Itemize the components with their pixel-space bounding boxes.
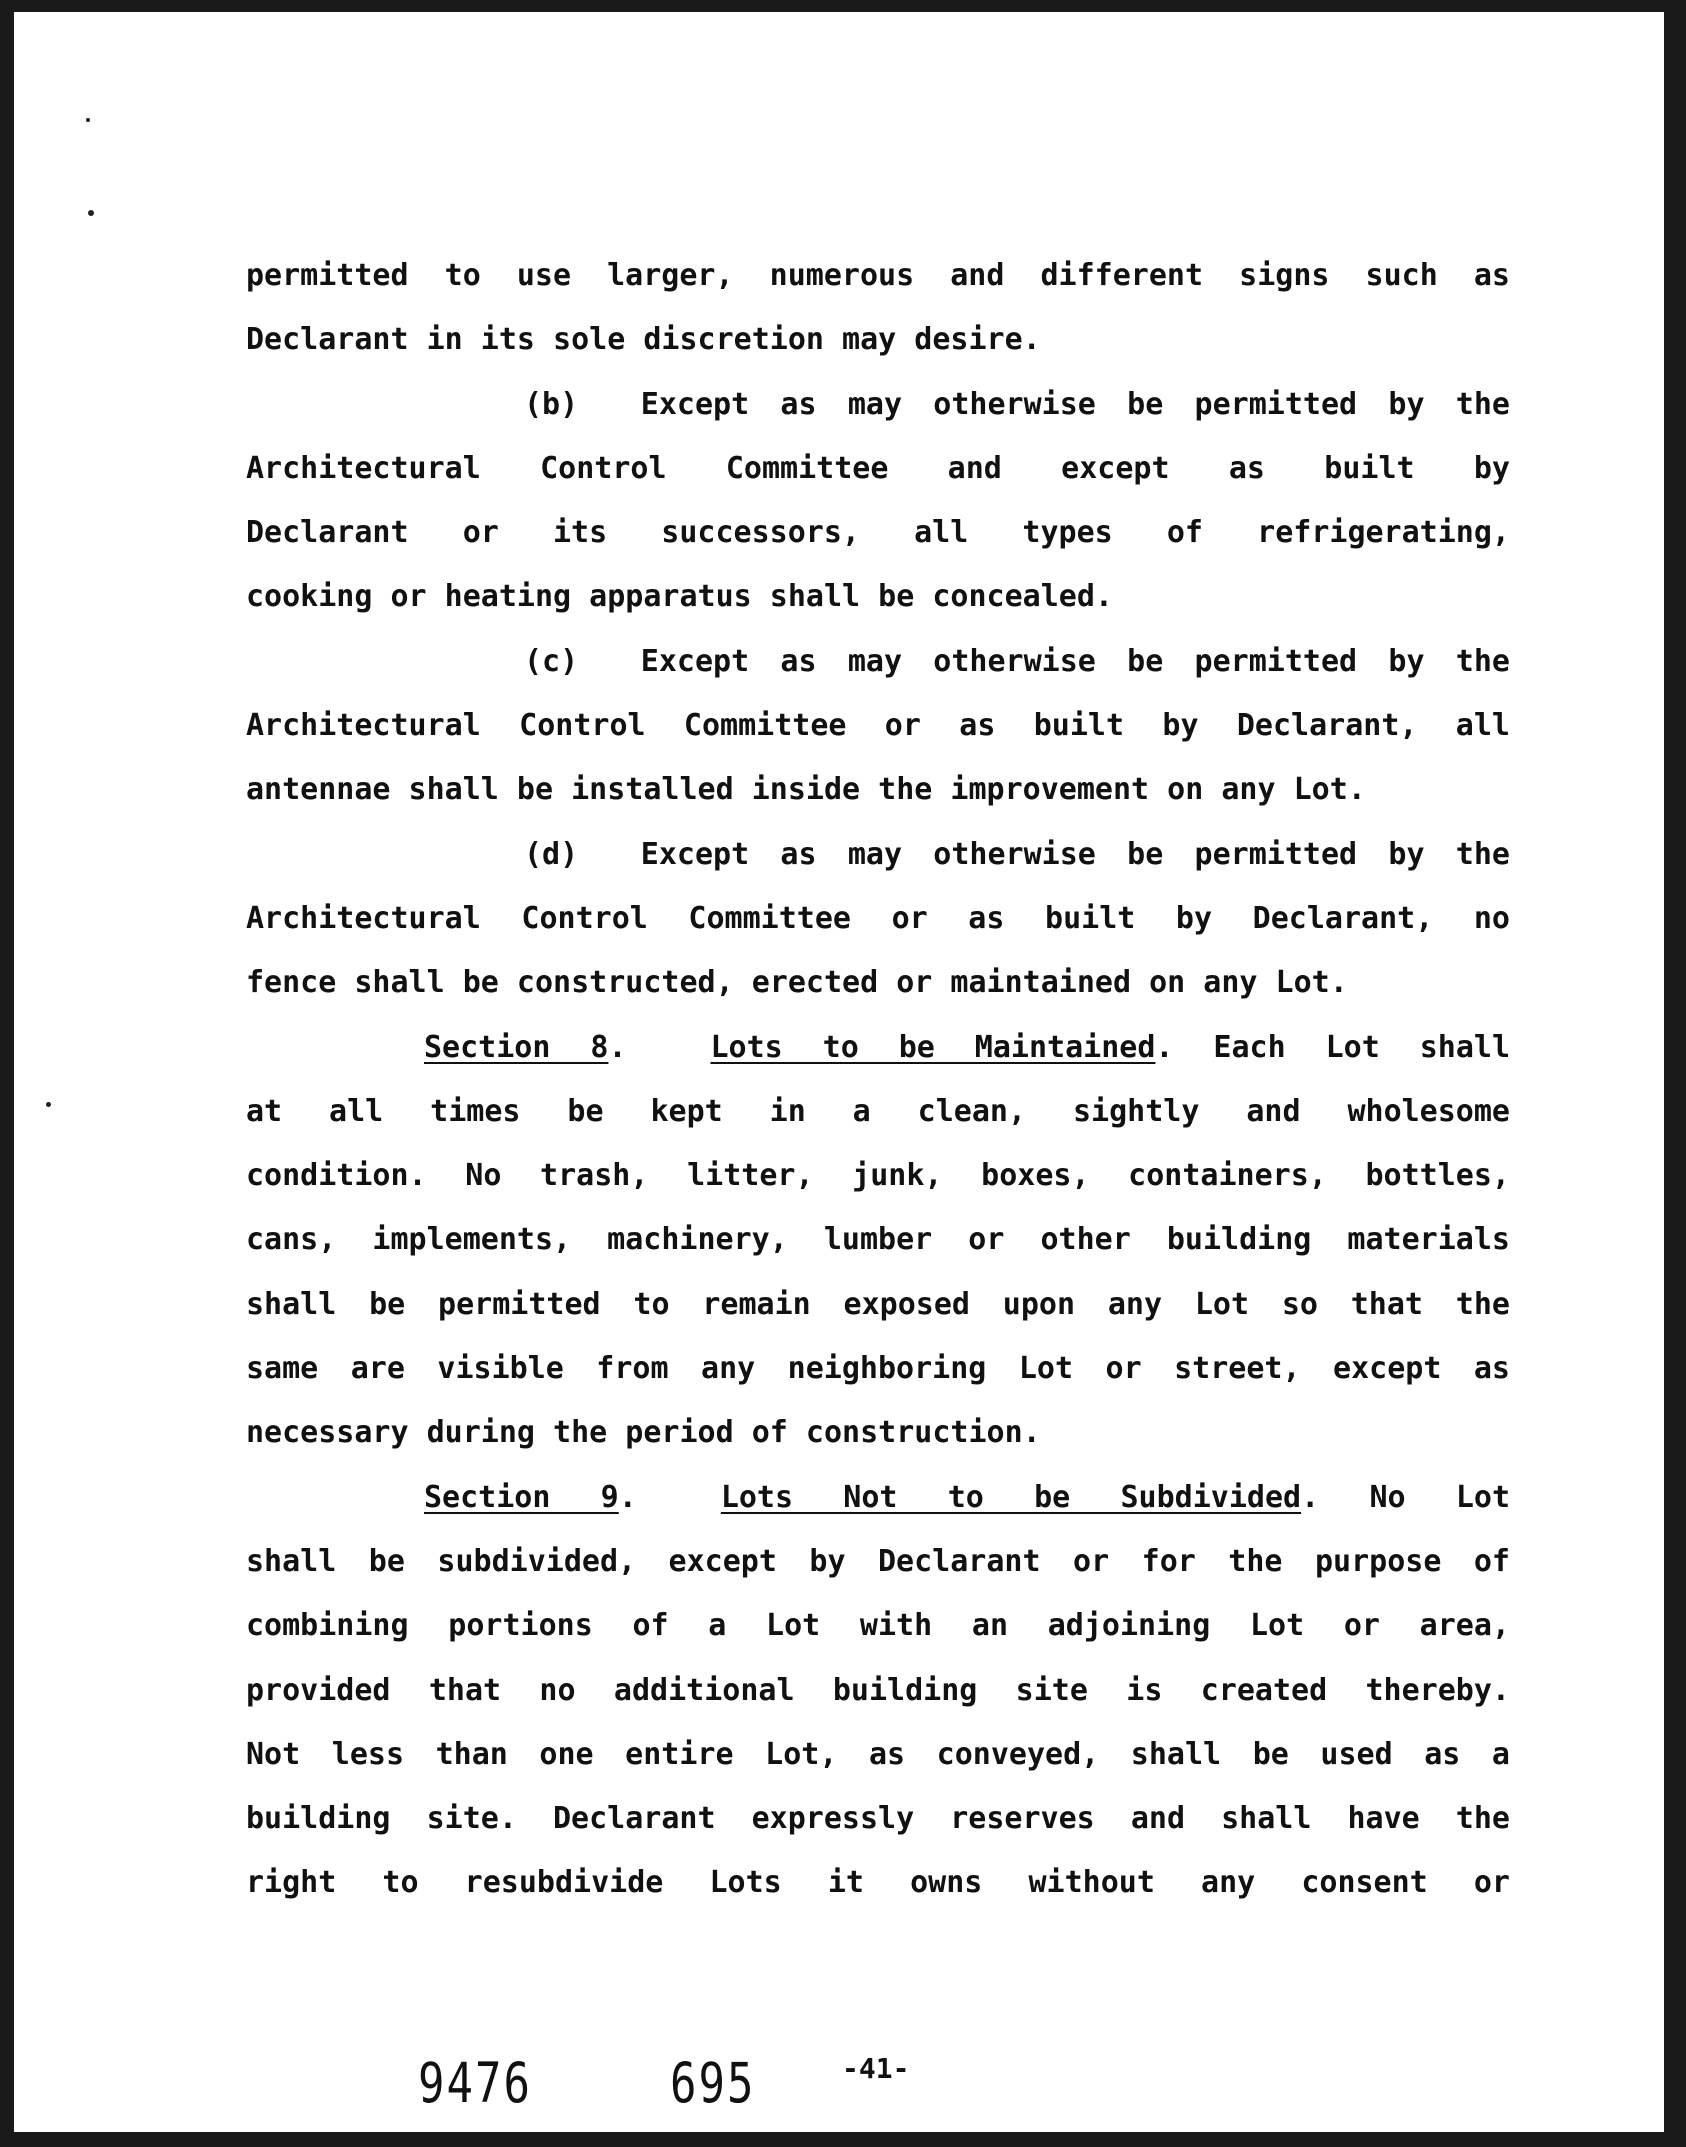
text-line: building site. Declarant expressly reserves and shall have the — [246, 1801, 1510, 1837]
item-marker: (c) — [524, 643, 579, 679]
text-line: antennae shall be installed inside the improvement on any Lot. — [246, 772, 1366, 808]
document-page — [14, 12, 1664, 2132]
item-marker: (b) — [524, 386, 579, 422]
text-line: at all times be kept in a clean, sightly and wholesome — [246, 1093, 1510, 1129]
record-number: 9476 — [418, 2052, 532, 2116]
item-marker: (d) — [524, 836, 579, 872]
page-number: -41- — [842, 2052, 910, 2085]
text-line: cans, implements, machinery, lumber or other building materials — [246, 1222, 1510, 1258]
text-line: condition. No trash, litter, junk, boxes, containers, bottles, — [246, 1158, 1510, 1194]
text-line: permitted to use larger, numerous and different signs such as — [246, 258, 1510, 293]
text-line: Architectural Control Committee or as built by Declarant, no — [246, 900, 1510, 936]
text-line: Declarant in its sole discretion may desire. — [246, 322, 1041, 358]
scan-speck — [46, 1102, 51, 1107]
scan-speck — [88, 210, 94, 216]
text-line: fence shall be constructed, erected or maintained on any Lot. — [246, 965, 1348, 1001]
text-line: same are visible from any neighboring Lot or street, except as — [246, 1351, 1510, 1387]
section-9-heading-line: Section 9. Lots Not to be Subdivided. No Lot — [424, 1479, 1511, 1515]
text-line: Declarant or its successors, all types of refrigerating, — [246, 515, 1510, 551]
section-label: Section 9 — [424, 1479, 619, 1515]
item-b-first-line — [246, 373, 1510, 437]
text-line: Except as may otherwise be permitted by the — [640, 836, 1510, 872]
text-line: Not less than one entire Lot, as conveyed, shall be used as a — [246, 1736, 1510, 1772]
text-line: shall be subdivided, except by Declarant or for the purpose of — [246, 1543, 1510, 1579]
text-line: necessary during the period of construction. — [246, 1415, 1041, 1451]
record-page-number: 695 — [670, 2052, 756, 2116]
text-line: provided that no additional building site is created thereby. — [246, 1672, 1510, 1708]
text-line: Architectural Control Committee or as built by Declarant, all — [246, 708, 1510, 744]
text-line: Except as may otherwise be permitted by the — [640, 386, 1510, 422]
scan-speck — [86, 118, 90, 122]
item-c-first-line — [246, 630, 1510, 694]
text-line: right to resubdivide Lots it owns without any consent or — [246, 1865, 1510, 1901]
section-title: Lots Not to be Subdivided — [720, 1479, 1302, 1515]
text-line: Each Lot shall — [1213, 1029, 1511, 1065]
section-title: Lots to be Maintained — [710, 1029, 1156, 1065]
document-body — [246, 244, 1510, 1916]
item-d-first-line — [246, 823, 1510, 887]
text-line: cooking or heating apparatus shall be concealed. — [246, 579, 1113, 615]
text-line: combining portions of a Lot with an adjoining Lot or area, — [246, 1608, 1510, 1644]
text-line: No Lot — [1369, 1479, 1511, 1515]
text-line: Architectural Control Committee and except as built by — [246, 450, 1510, 486]
section-label: Section 8 — [424, 1029, 609, 1065]
text-line: Except as may otherwise be permitted by the — [640, 643, 1510, 679]
section-8-heading-line: Section 8. Lots to be Maintained. Each Lot shall — [424, 1029, 1511, 1065]
text-line: shall be permitted to remain exposed upon any Lot so that the — [246, 1286, 1510, 1322]
